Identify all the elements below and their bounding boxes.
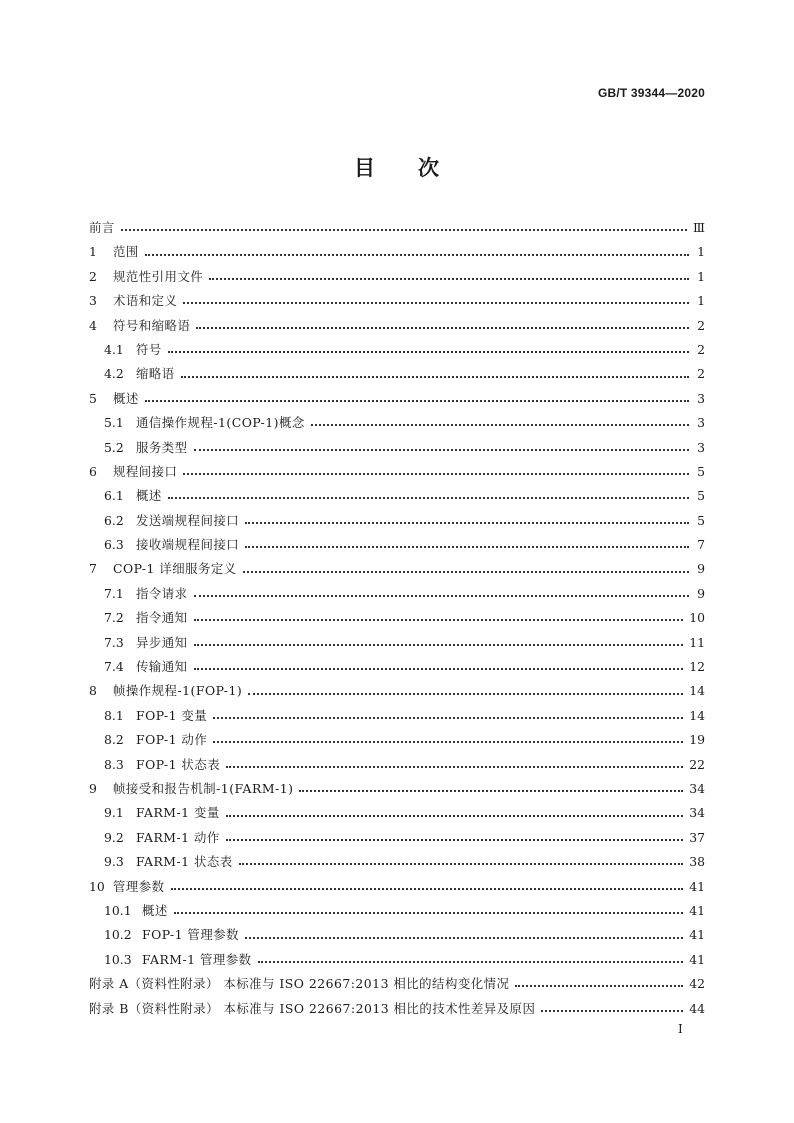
toc-entry-label: 术语和定义 [113, 293, 178, 309]
toc-entry-page: 41 [689, 951, 705, 967]
toc-dot-leader [183, 302, 689, 304]
toc-dot-leader [213, 741, 683, 743]
toc-entry-page: 9 [697, 585, 705, 601]
toc-entry-page: 1 [697, 268, 705, 284]
toc-dot-leader [181, 376, 689, 378]
toc-dot-leader [194, 619, 684, 621]
toc-dot-leader [194, 668, 684, 670]
toc-entry[interactable] [89, 777, 705, 801]
toc-dot-leader [515, 985, 683, 987]
toc-entry-number: 7.4 [104, 659, 124, 675]
toc-dot-leader [258, 961, 684, 963]
toc-entry-number: 6.2 [104, 512, 124, 528]
toc-entry-label: 帧接受和报告机制-1(FARM-1) [113, 780, 294, 796]
toc-entry-number: 2 [89, 268, 97, 284]
toc-entry-page: 3 [697, 439, 705, 455]
toc-entry-number: 6.1 [104, 488, 124, 504]
toc-entry-number: 9 [89, 780, 97, 796]
toc-entry-page: 9 [697, 561, 705, 577]
toc-dot-leader [243, 571, 689, 573]
toc-entry-label: 发送端规程间接口 [136, 512, 240, 528]
toc-entry[interactable] [89, 533, 705, 557]
toc-entry-number: 8 [89, 683, 97, 699]
toc-entry[interactable] [89, 509, 705, 533]
toc-entry-label: 服务类型 [136, 439, 188, 455]
toc-entry-label: FOP-1 状态表 [136, 756, 221, 772]
toc-entry[interactable] [89, 484, 705, 508]
toc-entry-number: 7.2 [104, 610, 124, 626]
toc-dot-leader [213, 717, 683, 719]
toc-entry-page: 34 [689, 780, 705, 796]
toc-entry-label: FOP-1 管理参数 [142, 927, 239, 943]
toc-dot-leader [174, 912, 683, 914]
toc-entry-page: 34 [689, 805, 705, 821]
toc-dot-leader [194, 449, 689, 451]
toc-dot-leader [145, 400, 689, 402]
toc-entry[interactable] [89, 411, 705, 435]
toc-entry-label: 规程间接口 [113, 463, 178, 479]
toc-entry[interactable] [89, 265, 705, 289]
toc-entry-number: 4 [89, 317, 97, 333]
toc-entry-label: COP-1 详细服务定义 [113, 561, 237, 577]
toc-entry[interactable] [89, 948, 705, 972]
toc-entry-label: 概述 [136, 488, 162, 504]
toc-dot-leader [196, 327, 689, 329]
toc-entry-number: 10.1 [104, 902, 132, 918]
toc-entry-label: 指令通知 [136, 610, 188, 626]
toc-entry-label: 通信操作规程-1(COP-1)概念 [136, 415, 305, 431]
toc-entry-label: FOP-1 变量 [136, 707, 208, 723]
toc-entry-number: 9.2 [104, 829, 124, 845]
toc-dot-leader [226, 839, 683, 841]
title-char-2: 次 [418, 155, 440, 180]
toc-entry-label: FARM-1 动作 [136, 829, 220, 845]
toc-dot-leader [145, 254, 689, 256]
toc-dot-leader [245, 937, 683, 939]
toc-entry-label: FOP-1 动作 [136, 732, 208, 748]
toc-entry[interactable] [89, 875, 705, 899]
toc-entry-page: 3 [697, 390, 705, 406]
toc-entry[interactable] [89, 460, 705, 484]
toc-entry-page: 2 [697, 317, 705, 333]
page-title [0, 152, 794, 182]
toc-dot-leader [239, 863, 684, 865]
toc-entry-number: 9.3 [104, 854, 124, 870]
toc-entry[interactable] [89, 582, 705, 606]
toc-entry[interactable] [89, 826, 705, 850]
toc-entry-number: 9.1 [104, 805, 124, 821]
toc-entry-page: 2 [697, 366, 705, 382]
toc-dot-leader [541, 1010, 683, 1012]
toc-entry[interactable] [89, 314, 705, 338]
toc-entry-page: 38 [689, 854, 705, 870]
page-number: I [678, 1022, 683, 1036]
toc-entry-number: 10.2 [104, 927, 132, 943]
toc-dot-leader [226, 766, 683, 768]
toc-entry-label: 附录 B（资料性附录） 本标准与 ISO 22667:2013 相比的技术性差异及原因 [89, 1000, 536, 1016]
toc-entry[interactable] [89, 655, 705, 679]
toc-dot-leader [245, 522, 689, 524]
toc-entry-label: FARM-1 状态表 [136, 854, 233, 870]
toc-entry-number: 7 [89, 561, 97, 577]
toc-entry-page: 3 [697, 415, 705, 431]
toc-entry-label: 异步通知 [136, 634, 188, 650]
toc-entry-label: 前言 [89, 220, 115, 235]
toc-entry-page: 12 [689, 659, 705, 675]
toc-entry-label: 传输通知 [136, 659, 188, 675]
toc-entry-number: 3 [89, 293, 97, 309]
toc-dot-leader [168, 351, 689, 353]
toc-dot-leader [245, 546, 689, 548]
toc-entry-page: 1 [697, 244, 705, 260]
toc-entry[interactable] [89, 606, 705, 630]
toc-entry-label: 规范性引用文件 [113, 268, 204, 284]
toc-entry-label: 缩略语 [136, 366, 175, 382]
toc-dot-leader [171, 888, 684, 890]
toc-entry-page: 22 [689, 756, 705, 772]
toc-dot-leader [209, 278, 689, 280]
toc-entry[interactable] [89, 436, 705, 460]
toc-entry-page: 19 [689, 732, 705, 748]
toc-entry-page: Ⅲ [693, 220, 705, 235]
toc-entry-label: 指令请求 [136, 585, 188, 601]
toc-entry[interactable] [89, 923, 705, 947]
table-of-contents [89, 216, 705, 1021]
toc-entry-page: 14 [689, 707, 705, 723]
toc-entry-number: 5.1 [104, 415, 124, 431]
toc-entry-number: 10.3 [104, 951, 132, 967]
toc-dot-leader [299, 790, 683, 792]
toc-entry-label: 接收端规程间接口 [136, 537, 240, 553]
toc-entry-number: 6 [89, 463, 97, 479]
toc-entry[interactable] [89, 289, 705, 313]
toc-entry-page: 11 [689, 634, 705, 650]
toc-entry-label: FARM-1 管理参数 [142, 951, 252, 967]
toc-entry-number: 8.2 [104, 732, 124, 748]
toc-entry-page: 5 [697, 488, 705, 504]
toc-dot-leader [194, 644, 684, 646]
toc-entry-label: 符号 [136, 341, 162, 357]
toc-entry[interactable] [89, 801, 705, 825]
toc-entry-label: 帧操作规程-1(FOP-1) [113, 683, 243, 699]
toc-entry[interactable] [89, 216, 705, 240]
toc-entry-page: 5 [697, 512, 705, 528]
toc-entry-label: 概述 [142, 902, 168, 918]
title-char-1: 目 [354, 155, 376, 180]
toc-entry-number: 7.1 [104, 585, 124, 601]
toc-dot-leader [194, 595, 689, 597]
toc-entry-number: 5.2 [104, 439, 124, 455]
toc-entry-number: 7.3 [104, 634, 124, 650]
toc-entry[interactable] [89, 362, 705, 386]
toc-entry[interactable] [89, 728, 705, 752]
toc-entry-label: 概述 [113, 390, 139, 406]
toc-entry[interactable] [89, 240, 705, 264]
toc-dot-leader [168, 497, 689, 499]
toc-entry[interactable] [89, 997, 705, 1021]
toc-entry[interactable] [89, 704, 705, 728]
toc-entry-label: 符号和缩略语 [113, 317, 191, 333]
toc-dot-leader [121, 229, 687, 231]
toc-entry-page: 1 [697, 293, 705, 309]
toc-entry-page: 7 [697, 537, 705, 553]
toc-entry-label: FARM-1 变量 [136, 805, 220, 821]
toc-entry-label: 管理参数 [113, 878, 165, 894]
toc-entry[interactable] [89, 631, 705, 655]
toc-entry-number: 8.3 [104, 756, 124, 772]
toc-entry-page: 41 [689, 927, 705, 943]
toc-entry-page: 10 [689, 610, 705, 626]
toc-dot-leader [183, 473, 689, 475]
toc-entry-number: 1 [89, 244, 97, 260]
toc-entry-page: 14 [689, 683, 705, 699]
toc-dot-leader [226, 815, 683, 817]
toc-entry-page: 41 [689, 878, 705, 894]
toc-dot-leader [248, 693, 683, 695]
toc-entry[interactable] [89, 972, 705, 996]
toc-entry-number: 5 [89, 390, 97, 406]
toc-entry[interactable] [89, 679, 705, 703]
toc-entry-label: 附录 A（资料性附录） 本标准与 ISO 22667:2013 相比的结构变化情况 [89, 976, 510, 992]
toc-entry-page: 44 [689, 1000, 705, 1016]
toc-entry[interactable] [89, 387, 705, 411]
toc-entry-number: 6.3 [104, 537, 124, 553]
toc-entry[interactable] [89, 850, 705, 874]
standard-code: GB/T 39344—2020 [597, 86, 705, 100]
toc-entry-number: 8.1 [104, 707, 124, 723]
toc-entry-page: 37 [689, 829, 705, 845]
toc-entry-page: 5 [697, 463, 705, 479]
toc-entry-number: 4.1 [104, 341, 124, 357]
toc-entry[interactable] [89, 338, 705, 362]
toc-entry-page: 42 [689, 976, 705, 992]
toc-entry[interactable] [89, 753, 705, 777]
toc-entry-label: 范围 [113, 244, 139, 260]
toc-entry-page: 41 [689, 902, 705, 918]
toc-entry-number: 4.2 [104, 366, 124, 382]
toc-entry[interactable] [89, 899, 705, 923]
toc-entry-page: 2 [697, 341, 705, 357]
toc-entry-number: 10 [89, 878, 105, 894]
toc-entry[interactable] [89, 557, 705, 581]
toc-dot-leader [311, 424, 689, 426]
